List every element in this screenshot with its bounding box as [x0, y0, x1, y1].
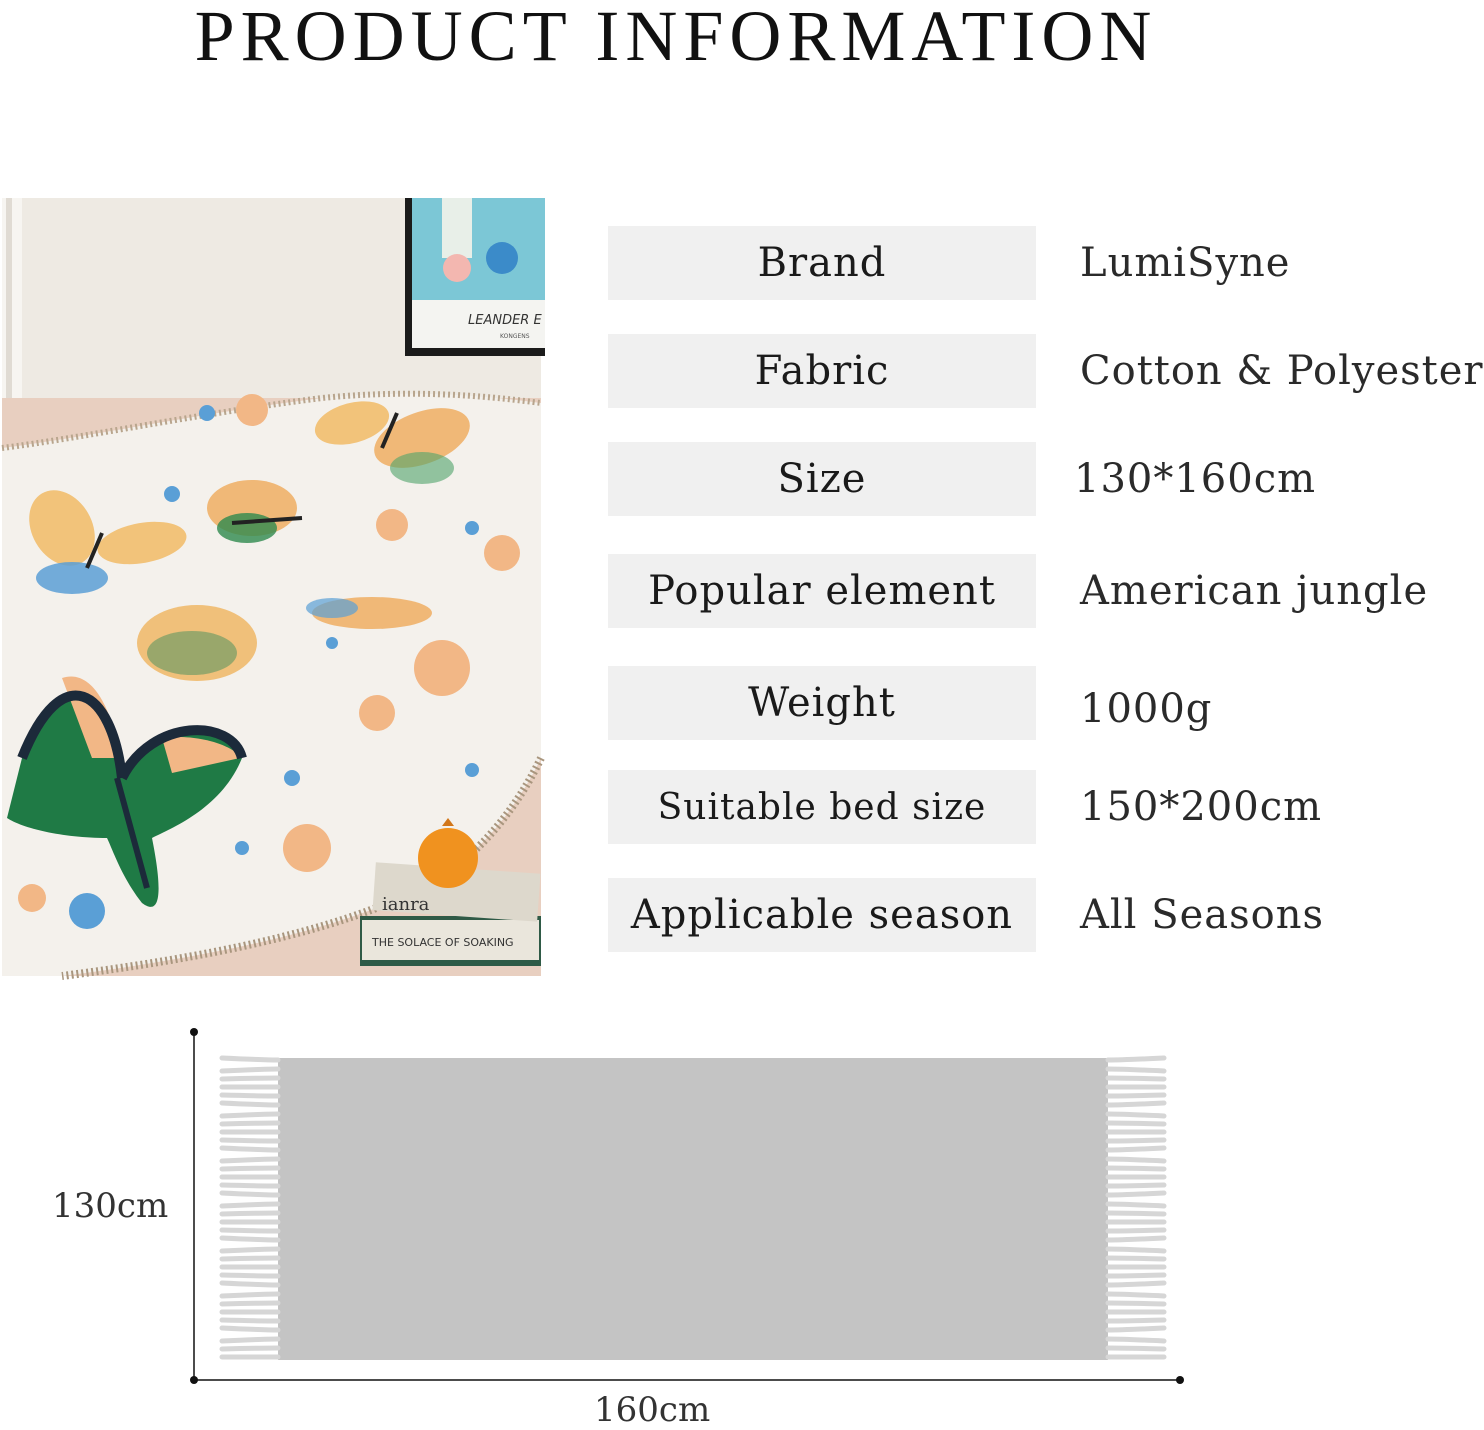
fringe-strand — [1108, 1275, 1164, 1276]
fringe-strand — [222, 1185, 278, 1186]
fringe-strand — [1108, 1114, 1164, 1116]
fringe-strand — [222, 1140, 278, 1141]
fringe-strand — [222, 1258, 278, 1259]
spec-value: American jungle — [1080, 568, 1429, 614]
fringe-strand — [1108, 1230, 1164, 1231]
fringe-strand — [1108, 1103, 1164, 1105]
product-photo — [2, 198, 541, 976]
spec-row-fabric — [608, 334, 1484, 408]
spec-label: Fabric — [608, 334, 1036, 408]
spec-value: 130*160cm — [1074, 456, 1317, 502]
spec-row-size — [608, 442, 1408, 516]
fringe-strand — [222, 1213, 278, 1214]
spec-row-weight — [608, 666, 1408, 740]
fringe-strand — [222, 1159, 278, 1161]
fringe-strand — [222, 1249, 278, 1251]
fringe-right — [1108, 1058, 1164, 1357]
fringe-strand — [222, 1204, 278, 1206]
dimension-diagram — [0, 1020, 1419, 1424]
fringe-strand — [1108, 1328, 1164, 1330]
fringe-strand — [222, 1095, 278, 1096]
book1-text: ianra — [382, 894, 430, 915]
spec-label: Popular element — [608, 554, 1036, 628]
spec-label: Size — [608, 442, 1036, 516]
spec-row-applicable-season — [608, 878, 1408, 952]
fringe-strand — [1108, 1204, 1164, 1206]
fringe-strand — [1108, 1168, 1164, 1169]
fringe-strand — [222, 1303, 278, 1304]
fringe-strand — [1108, 1123, 1164, 1124]
fringe-strand — [1108, 1159, 1164, 1161]
fringe-strand — [222, 1114, 278, 1116]
spec-value: LumiSyne — [1080, 240, 1291, 286]
fringe-strand — [222, 1230, 278, 1231]
fringe-strand — [222, 1328, 278, 1330]
fringe-strand — [222, 1294, 278, 1296]
spec-value: All Seasons — [1080, 892, 1325, 938]
fringe-strand — [222, 1238, 278, 1240]
fringe-strand — [1108, 1193, 1164, 1195]
height-label: 130cm — [52, 1186, 169, 1226]
fringe-strand — [1108, 1058, 1164, 1060]
blanket-shape — [278, 1058, 1108, 1360]
fringe-strand — [1108, 1258, 1164, 1259]
fringe-strand — [222, 1168, 278, 1169]
fringe-strand — [222, 1320, 278, 1321]
spec-label: Brand — [608, 226, 1036, 300]
fringe-strand — [1108, 1320, 1164, 1321]
fringe-strand — [1108, 1140, 1164, 1141]
book2-text: THE SOLACE OF SOAKING — [372, 936, 514, 949]
page-title: PRODUCT INFORMATION — [194, 0, 1158, 76]
fringe-strand — [1108, 1078, 1164, 1079]
spec-label: Weight — [608, 666, 1036, 740]
fringe-strand — [222, 1148, 278, 1150]
fringe-strand — [222, 1275, 278, 1276]
spec-value: Cotton & Polyester — [1080, 348, 1484, 394]
spec-row-popular-element — [608, 554, 1429, 628]
poster-subtext: KONGENS — [500, 333, 530, 340]
poster-text: LEANDER E — [468, 313, 542, 328]
fringe-strand — [222, 1193, 278, 1195]
fringe-strand — [222, 1058, 278, 1060]
fringe-strand — [1108, 1185, 1164, 1186]
width-label: 160cm — [594, 1390, 711, 1430]
spec-value: 1000g — [1080, 686, 1213, 732]
fringe-strand — [1108, 1339, 1164, 1341]
fringe-left — [222, 1058, 278, 1357]
fringe-strand — [1108, 1238, 1164, 1240]
fringe-strand — [222, 1123, 278, 1124]
fringe-strand — [222, 1103, 278, 1105]
fringe-strand — [1108, 1148, 1164, 1150]
spec-row-brand — [608, 226, 1408, 300]
fringe-strand — [1108, 1303, 1164, 1304]
fringe-strand — [1108, 1095, 1164, 1096]
fringe-strand — [222, 1283, 278, 1285]
fringe-strand — [1108, 1213, 1164, 1214]
fringe-strand — [222, 1078, 278, 1079]
spec-label: Suitable bed size — [608, 770, 1036, 844]
fringe-strand — [222, 1069, 278, 1071]
fringe-strand — [1108, 1249, 1164, 1251]
fringe-strand — [1108, 1283, 1164, 1285]
fringe-strand — [1108, 1348, 1164, 1349]
spec-row-suitable-bed-size — [608, 770, 1408, 844]
spec-label: Applicable season — [608, 878, 1036, 952]
fringe-strand — [1108, 1069, 1164, 1071]
fringe-strand — [222, 1339, 278, 1341]
spec-value: 150*200cm — [1080, 784, 1323, 830]
fringe-strand — [1108, 1294, 1164, 1296]
fringe-strand — [222, 1348, 278, 1349]
